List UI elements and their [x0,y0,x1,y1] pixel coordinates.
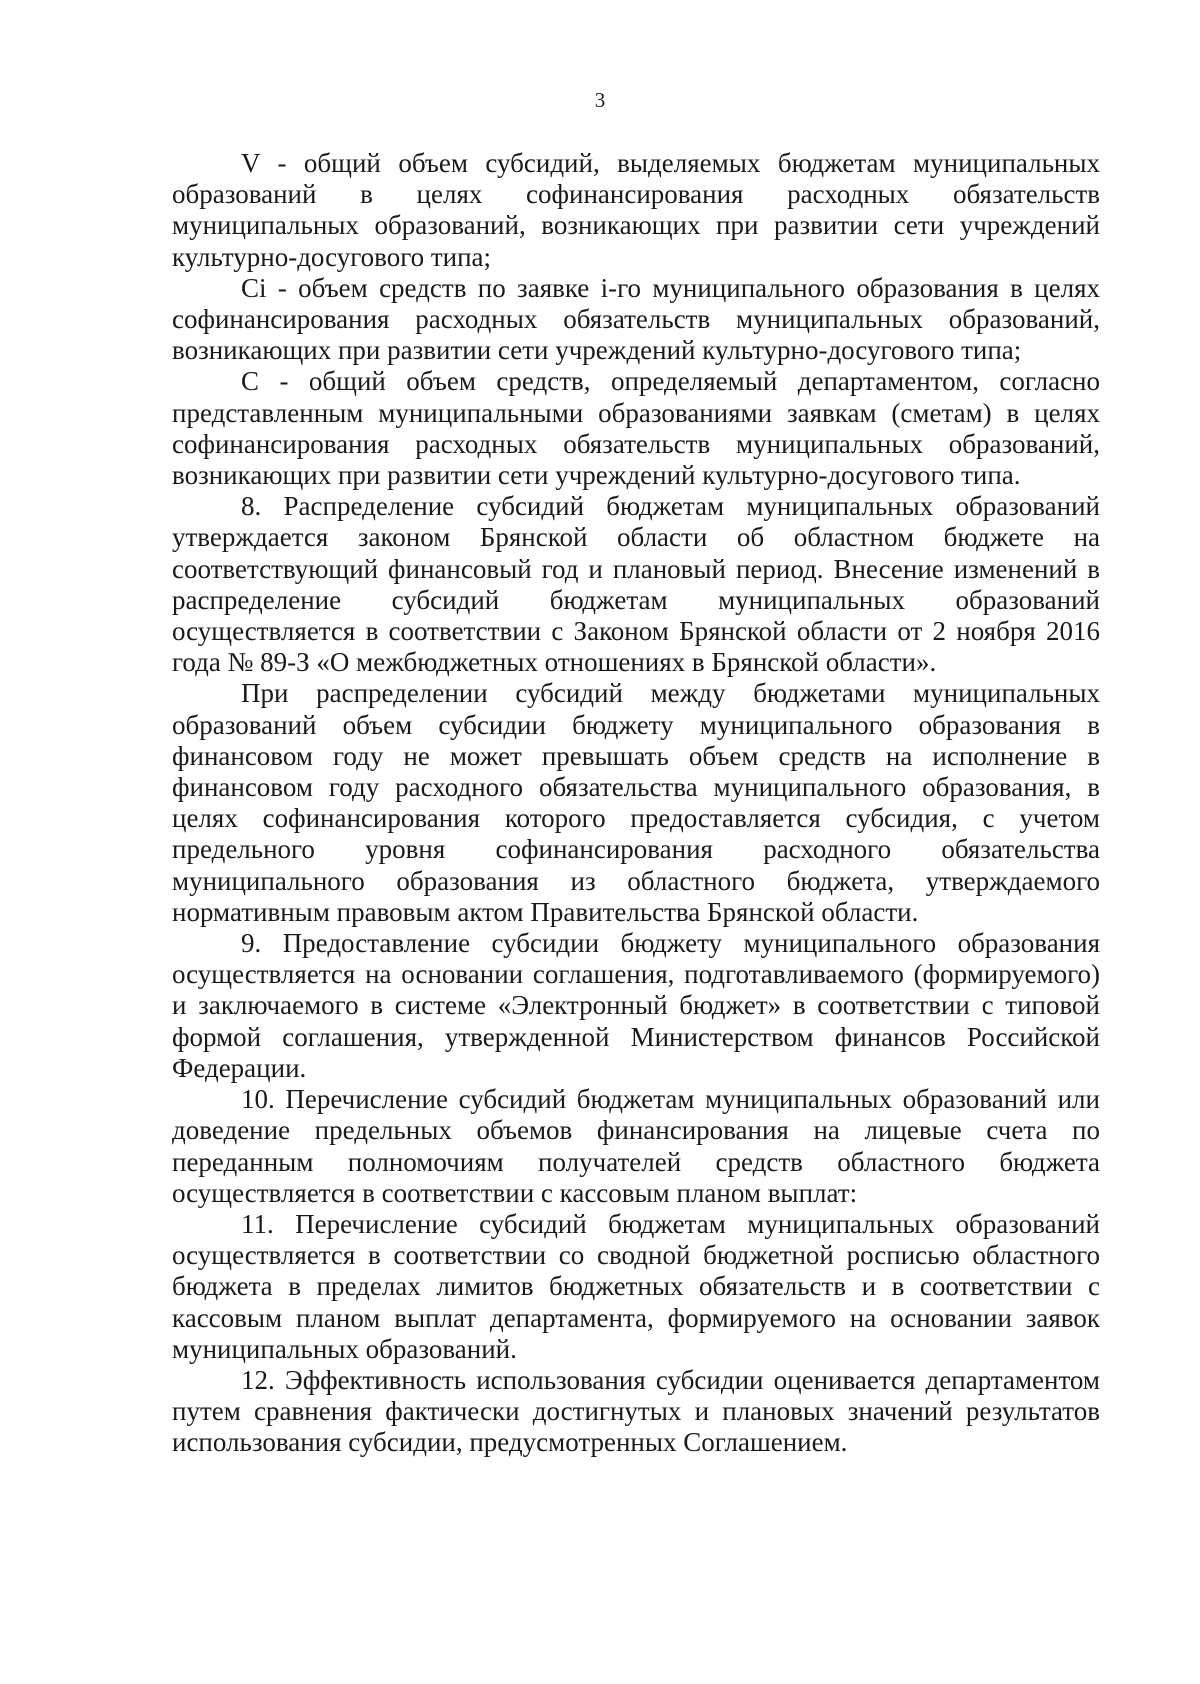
page-number: 3 [594,88,606,112]
paragraph-c-definition: C - общий объем средств, определяемый департаментом, согласно представленным муниципальными образованиями заявкам (сметам) в целях софинансирования расходных обязательств муниципальных образований, возникающих при развитии сети учреждений культурно-досугового типа. [172,366,1100,491]
paragraph-clause-11: 11. Перечисление субсидий бюджетам муниципальных образований осуществляется в соответствии со сводной бюджетной росписью областного бюджета в пределах лимитов бюджетных обязательств и в соответствии с кассовым планом выплат департамента, формируемого на основании заявок муниципальных образований. [172,1208,1100,1364]
paragraph-distribution: При распределении субсидий между бюджетами муниципальных образований объем субсидии бюджету муниципального образования в финансовом году не может превышать объем средств на исполнение в финансовом году расходного обязательства муниципального образования, в целях софинансирования которого предоставляется субсидия, с учетом предельного уровня софинансирования расходного обязательства муниципального образования из областного бюджета, утверждаемого нормативным правовым актом Правительства Брянской области. [172,678,1100,927]
paragraph-clause-10: 10. Перечисление субсидий бюджетам муниципальных образований или доведение предельных объемов финансирования на лицевые счета по переданным полномочиям получателей средств областного бюджета осуществляется в соответствии с кассовым планом выплат: [172,1084,1100,1208]
paragraph-clause-8: 8. Распределение субсидий бюджетам муниципальных образований утверждается законом Брянской области об областном бюджете на соответствующий финансовый год и плановый период. Внесение изменений в распределение субсидий бюджетам муниципальных образований осуществляется в соответствии с Законом Брянской области от 2 ноября 2016 года № 89-З «О межбюджетных отношениях в Брянской области». [172,491,1100,678]
document-body [172,148,1100,1459]
paragraph-clause-12: 12. Эффективность использования субсидии оценивается департаментом путем сравнения фактически достигнутых и плановых значений результатов использования субсидии, предусмотренных Соглашением. [172,1364,1100,1458]
paragraph-ci-definition: Ci - объем средств по заявке i-го муниципального образования в целях софинансирования расходных обязательств муниципальных образований, возникающих при развитии сети учреждений культурно-досугового типа; [172,272,1100,366]
paragraph-v-definition: V - общий объем субсидий, выделяемых бюджетам муниципальных образований в целях софинансирования расходных обязательств муниципальных образований, возникающих при развитии сети учреждений культурно-досугового типа; [172,148,1100,272]
paragraph-clause-9: 9. Предоставление субсидии бюджету муниципального образования осуществляется на основании соглашения, подготавливаемого (формируемого) и заключаемого в системе «Электронный бюджет» в соответствии с типовой формой соглашения, утвержденной Министерством финансов Российской Федерации. [172,928,1100,1083]
